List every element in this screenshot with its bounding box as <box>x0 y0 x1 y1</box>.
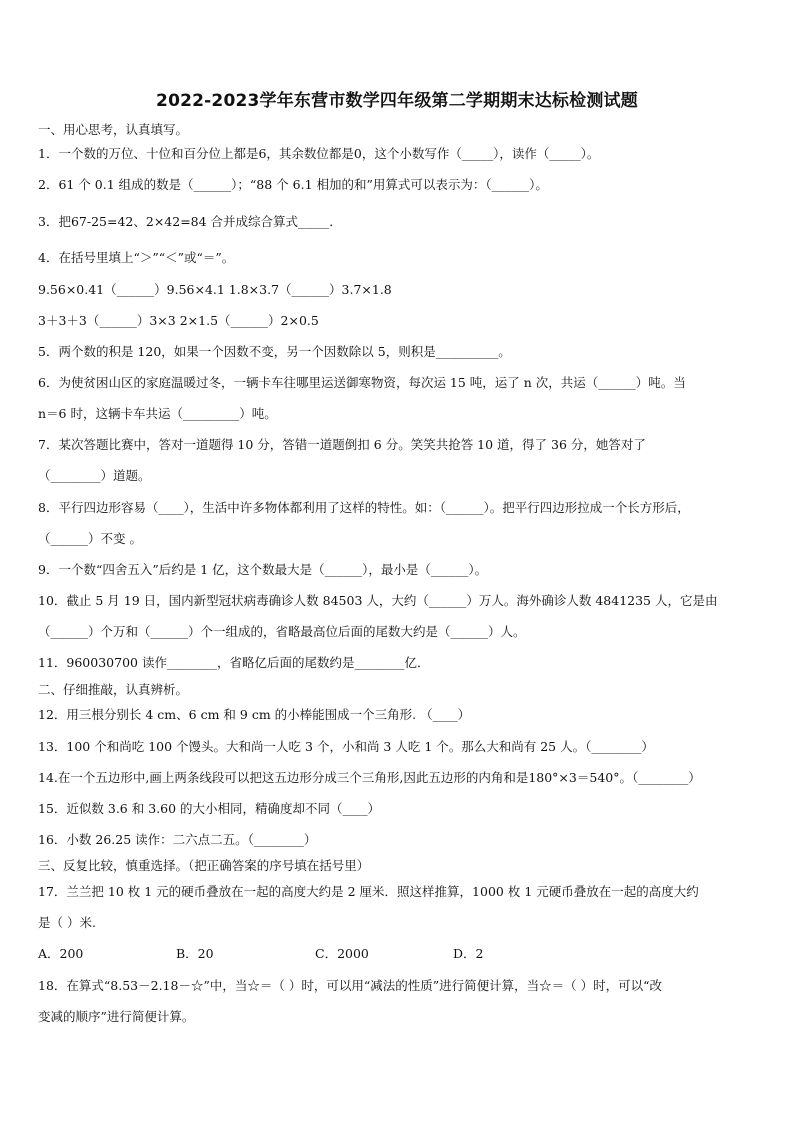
question-16: 16．小数 26.25 读作：二六点二五。（________） <box>38 832 317 847</box>
question-7-line-2: （________）道题。 <box>38 468 151 483</box>
page-title: 2022-2023学年东营市数学四年级第二学期期末达标检测试题 <box>156 91 638 111</box>
question-1: 1．一个数的万位、十位和百分位上都是6，其余数位都是0，这个小数写作（_____），读作（_____）。 <box>38 146 600 161</box>
question-6-line-1: 6．为使贫困山区的家庭温暖过冬，一辆卡车往哪里运送御寒物资，每次运 15 吨，运了 n 次，共运（______）吨。当 <box>38 375 686 390</box>
question-17-line-1: 17．兰兰把 10 枚 1 元的硬币叠放在一起的高度大约是 2 厘米．照这样推算，1000 枚 1 元硬币叠放在一起的高度大约 <box>38 884 699 899</box>
question-12: 12．用三根分别长 4 cm、6 cm 和 9 cm 的小棒能围成一个三角形. （____） <box>38 707 471 722</box>
question-10-line-1: 10．截止 5 月 19 日，国内新型冠状病毒确诊人数 84503 人，大约（______）万人。海外确诊人数 4841235 人，它是由 <box>38 593 718 608</box>
question-13: 13．100 个和尚吃 100 个馒头。大和尚一人吃 3 个，小和尚 3 人吃 1 个。那么大和尚有 25 人。（________） <box>38 739 654 754</box>
option-b: B．20 <box>176 946 214 961</box>
question-5: 5．两个数的积是 120，如果一个因数不变，另一个因数除以 5，则积是__________。 <box>38 344 511 359</box>
question-18-line-2: 变减的顺序”进行简便计算。 <box>38 1009 195 1024</box>
question-8-line-1: 8．平行四边形容易（____），生活中许多物体都利用了这样的特性。如：（______）。把平行四边形拉成一个长方形后， <box>38 500 690 515</box>
question-8-line-2: （______）不变 。 <box>38 531 142 546</box>
question-2: 2．61 个 0.1 组成的数是（______）；“88 个 6.1 相加的和”用算式可以表示为：（______）。 <box>38 177 548 192</box>
section-header-3: 三、反复比较，慎重选择。（把正确答案的序号填在括号里） <box>38 858 370 873</box>
question-4: 4．在括号里填上“＞”“＜”或“＝”。 <box>38 250 235 265</box>
question-14: 14.在一个五边形中,画上两条线段可以把这五边形分成三个三角形,因此五边形的内角和是180°×3＝540°。（________） <box>38 770 701 785</box>
section-header-2: 二、仔细推敲，认真辨析。 <box>38 682 189 697</box>
question-4-row-1: 9.56×0.41（______）9.56×4.1 1.8×3.7（______）3.7×1.8 <box>38 282 392 297</box>
question-10-line-2: （______）个万和（______）个一组成的，省略最高位后面的尾数大约是（______）人。 <box>38 624 526 639</box>
question-3: 3．把67-25=42、2×42=84 合并成综合算式_____． <box>38 214 342 229</box>
option-c: C．2000 <box>315 946 369 961</box>
question-18-line-1: 18．在算式“8.53－2.18－☆”中，当☆＝（ ）时，可以用“减法的性质”进行简便计算，当☆＝（ ）时，可以“改 <box>38 978 662 993</box>
question-15: 15．近似数 3.6 和 3.60 的大小相同，精确度却不同（____） <box>38 801 381 816</box>
question-4-row-2: 3＋3＋3（______）3×3 2×1.5（______）2×0.5 <box>38 313 319 328</box>
question-7-line-1: 7．某次答题比赛中，答对一道题得 10 分，答错一道题倒扣 6 分。笑笑共抢答 10 道，得了 36 分，她答对了 <box>38 437 646 452</box>
option-a: A．200 <box>38 946 84 961</box>
option-d: D．2 <box>453 946 484 961</box>
section-header-1: 一、用心思考，认真填写。 <box>38 122 189 137</box>
question-17-line-2: 是（ ）米. <box>38 915 96 930</box>
question-9: 9．一个数“四舍五入”后约是 1 亿，这个数最大是（______），最小是（______）。 <box>38 562 488 577</box>
question-6-line-2: n＝6 时，这辆卡车共运（_________）吨。 <box>38 406 277 421</box>
question-11: 11．960030700 读作________，省略亿后面的尾数约是________亿． <box>38 655 430 670</box>
